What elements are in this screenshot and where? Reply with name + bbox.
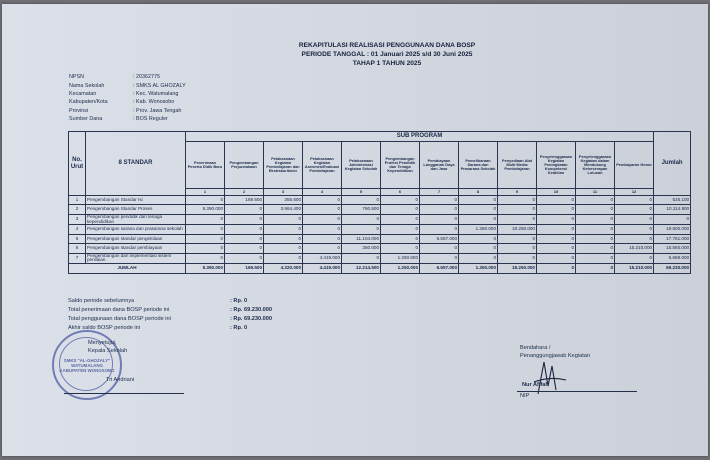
info-value: : Kab. Wonosobo: [133, 99, 175, 106]
cell-value: 0: [381, 244, 420, 253]
cell-value: 0: [264, 234, 303, 243]
column-header: Pengembangan Profesi Pendidik dan Tenaga Kependidikan: [381, 142, 420, 189]
cell-value: 0: [615, 196, 654, 205]
cell-value: 0: [264, 244, 303, 253]
cell-value: 0: [225, 234, 264, 243]
row-number: 4: [69, 225, 86, 234]
info-row: [69, 115, 186, 123]
standard-name: Pengembangan sarana dan prasarana sekolah: [86, 225, 186, 234]
cell-value: 0: [459, 205, 498, 214]
cell-value: 5.390.000: [186, 205, 225, 214]
cell-value: 0: [420, 253, 459, 264]
stamp-text-3: KABUPATEN WONOSOBO: [59, 368, 115, 373]
column-number: 9: [498, 189, 537, 196]
treasurer-name: Nur Afifah: [522, 382, 549, 388]
column-header: Pelaksanaan Kegiatan Asesmen/Evaluasi Pembelajaran: [303, 142, 342, 189]
cell-value: 0: [264, 253, 303, 264]
cell-value: 0: [459, 214, 498, 225]
cell-value: 0: [381, 205, 420, 214]
total-value: 1.250.000: [381, 264, 420, 273]
table-row: [69, 234, 691, 243]
cell-value: 0: [225, 214, 264, 225]
cell-value: 0: [498, 234, 537, 243]
column-number: 3: [264, 189, 303, 196]
info-value: : BOS Reguler: [133, 116, 168, 123]
info-row: [69, 90, 186, 98]
cell-value: 350.000: [342, 244, 381, 253]
cell-value: 11.104.000: [342, 234, 381, 243]
principal-title: Kepala Sekolah: [88, 347, 128, 354]
cell-value: 0: [498, 214, 537, 225]
total-value: 1.350.000: [459, 264, 498, 273]
principal-signature-block: [88, 340, 127, 355]
sub-program-header: SUB PROGRAM: [186, 132, 654, 142]
column-number: 8: [459, 189, 498, 196]
column-number: 4: [303, 189, 342, 196]
cell-value: 0: [576, 214, 615, 225]
standard-name: Pengembangan Standar Isi: [86, 196, 186, 205]
cell-value: 0: [225, 225, 264, 234]
total-label: JUMLAH: [69, 264, 186, 273]
cell-value: 0: [303, 205, 342, 214]
cell-value: 0: [537, 225, 576, 234]
standar-header: 8 STANDAR: [86, 132, 186, 196]
cell-value: 0: [186, 214, 225, 225]
cell-value: 0: [342, 196, 381, 205]
balance-label: Total penggunaan dana BOSP periode ini: [68, 315, 171, 322]
cell-value: 0: [420, 205, 459, 214]
table-row: [69, 214, 691, 225]
balance-value: : Rp. 69.230.000: [230, 315, 272, 322]
row-total: 15.560.000: [654, 244, 691, 253]
cell-value: 0: [303, 225, 342, 234]
column-header: Pelaksanaan Administrasi Kegiatan Sekolah: [342, 142, 381, 189]
column-number: 7: [420, 189, 459, 196]
cell-value: 0: [420, 244, 459, 253]
cell-value: 18.250.000: [498, 225, 537, 234]
cell-value: 0: [342, 214, 381, 225]
report-stage: TAHAP 1 TAHUN 2025: [352, 60, 422, 67]
cell-value: 0: [303, 244, 342, 253]
cell-value: 0: [498, 244, 537, 253]
cell-value: 0: [459, 253, 498, 264]
info-key: Provinsi: [69, 107, 89, 114]
cell-value: 0: [537, 214, 576, 225]
info-key: NPSN: [69, 74, 84, 81]
balance-label: Total penerimaan dana BOSP periode ini: [68, 306, 170, 313]
info-value: : Kec. Watumalang: [133, 90, 179, 97]
total-value: 0: [537, 264, 576, 273]
balance-value: : Rp. 0: [230, 297, 248, 304]
balance-row: [68, 314, 272, 323]
cell-value: 0: [264, 225, 303, 234]
standard-name: Pengembangan standar pembiayaan: [86, 244, 186, 253]
cell-value: 0: [537, 244, 576, 253]
total-value: 6.657.000: [420, 264, 459, 273]
column-number: 2: [225, 189, 264, 196]
row-total: 10.114.900: [654, 205, 691, 214]
cell-value: 0: [381, 225, 420, 234]
column-number: 1: [186, 189, 225, 196]
column-header: Penyediaan Alat Multi Media Pembelajaran: [498, 142, 537, 189]
info-key: Kabupaten/Kota: [69, 99, 108, 106]
recap-table: [68, 131, 691, 274]
total-value: 0: [576, 264, 615, 273]
row-total: 17.761.000: [654, 234, 691, 243]
cell-value: 0: [186, 244, 225, 253]
cell-value: 0: [303, 214, 342, 225]
jumlah-header: Jumlah: [654, 132, 691, 196]
balance-row: [68, 305, 272, 314]
cell-value: 0: [420, 196, 459, 205]
cell-value: 3.964.400: [264, 205, 303, 214]
balance-value: : Rp. 0: [230, 324, 248, 331]
cell-value: 0: [576, 253, 615, 264]
column-header: Penyelenggaraan Kegiatan Peningkatan Kompetensi Keahlian: [537, 142, 576, 189]
cell-value: 0: [576, 205, 615, 214]
cell-value: 0: [576, 196, 615, 205]
balance-label: Saldo periode sebelumnya: [68, 297, 135, 304]
cell-value: 0: [459, 196, 498, 205]
cell-value: 0: [420, 225, 459, 234]
cell-value: 0: [537, 196, 576, 205]
column-number: 6: [381, 189, 420, 196]
cell-value: 0: [381, 234, 420, 243]
cell-value: 0: [537, 234, 576, 243]
stamp-text: SMKS "AL-GHOZALY": [63, 358, 111, 363]
total-value: 4.320.000: [264, 264, 303, 273]
total-value: 5.390.000: [186, 264, 225, 273]
row-number: 3: [69, 214, 86, 225]
row-total: 19.600.000: [654, 225, 691, 234]
cell-value: 0: [615, 225, 654, 234]
info-value: : 20362775: [133, 74, 160, 81]
total-value: 4.419.000: [303, 264, 342, 273]
column-header: Pembiayaan Langganan Daya dan Jasa: [420, 142, 459, 189]
table-row: [69, 205, 691, 214]
no-header: No. Urut: [69, 132, 86, 196]
cell-value: 0: [186, 253, 225, 264]
treasurer-handwritten-signature: [530, 356, 570, 400]
info-row: [69, 107, 186, 115]
report-title: REKAPITULASI REALISASI PENGGUNAAN DANA BOSP: [298, 42, 476, 49]
table-row: [69, 196, 691, 205]
cell-value: 0: [498, 253, 537, 264]
document-page: [2, 4, 708, 456]
table-row: [69, 225, 691, 234]
cell-value: 0: [225, 205, 264, 214]
total-value: 169.500: [225, 264, 264, 273]
cell-value: 355.600: [264, 196, 303, 205]
column-number: 10: [537, 189, 576, 196]
cell-value: 0: [381, 196, 420, 205]
cell-value: 760.500: [342, 205, 381, 214]
cell-value: 0: [498, 205, 537, 214]
column-number: 11: [576, 189, 615, 196]
balance-summary: [68, 296, 272, 332]
row-number: 2: [69, 205, 86, 214]
cell-value: 0: [459, 234, 498, 243]
info-row: [69, 73, 186, 81]
cell-value: 0: [381, 214, 420, 225]
standard-name: Pengembangan pendidik dan tenaga kependidikan: [86, 214, 186, 225]
treasurer-role: Penanggungjawab Kegiatan: [520, 352, 590, 359]
cell-value: 0: [498, 196, 537, 205]
cell-value: 0: [459, 244, 498, 253]
treasurer-signature-line: [517, 391, 637, 392]
column-number: 5: [342, 189, 381, 196]
info-key: Kecamatan: [69, 90, 97, 97]
report-period: PERIODE TANGGAL : 01 Januari 2025 s/d 30 Juni 2025: [301, 51, 473, 58]
table-row: [69, 253, 691, 264]
row-total: 5.669.000: [654, 253, 691, 264]
cell-value: 0: [537, 205, 576, 214]
cell-value: 0: [576, 225, 615, 234]
info-row: [69, 98, 186, 106]
total-value: 12.214.500: [342, 264, 381, 273]
column-header: Pemeliharaan Sarana dan Prasarana Sekolah: [459, 142, 498, 189]
cell-value: 1.350.000: [459, 225, 498, 234]
cell-value: 0: [303, 196, 342, 205]
balance-value: : Rp. 69.230.000: [230, 306, 272, 313]
principal-signature-line: [64, 393, 184, 394]
treasurer-title: Bendahara /: [520, 345, 551, 351]
cell-value: 0: [225, 244, 264, 253]
balance-row: [68, 323, 272, 332]
row-total: 0: [654, 214, 691, 225]
standard-name: Pengembangan Standar Proses: [86, 205, 186, 214]
cell-value: 169.500: [225, 196, 264, 205]
balance-row: [68, 296, 272, 305]
info-value: : Prov. Jawa Tengah: [133, 107, 182, 114]
info-key: Nama Sekolah: [69, 82, 105, 89]
total-value: 15.210.000: [615, 264, 654, 273]
table-row: [69, 244, 691, 253]
row-number: 1: [69, 196, 86, 205]
cell-value: 0: [615, 214, 654, 225]
cell-value: 0: [225, 253, 264, 264]
cell-value: 15.210.000: [615, 244, 654, 253]
cell-value: 0: [576, 244, 615, 253]
standard-name: Pengembangan dan implementasi sistem penilaian: [86, 253, 186, 264]
column-header: Pengembangan Perpustakaan: [225, 142, 264, 189]
cell-value: 1.250.000: [381, 253, 420, 264]
column-header: Pelaksanaan Kegiatan Pembelajaran dan Ekstrakurikuler: [264, 142, 303, 189]
info-value: : SMKS AL GHOZALY: [133, 82, 186, 89]
total-row: [69, 264, 691, 273]
approval-label: Menyetujui,: [88, 340, 117, 346]
stamp-text-2: WATUMALANG: [71, 363, 103, 368]
principal-name: Tri Andriani: [106, 377, 135, 383]
row-number: 7: [69, 253, 86, 264]
cell-value: 0: [342, 253, 381, 264]
cell-value: 0: [420, 214, 459, 225]
cell-value: 0: [186, 196, 225, 205]
column-header: Penyelenggaraan Kegiatan dalam Mendukung Keterserapan Lulusan: [576, 142, 615, 189]
standard-name: Pengembangan standar pengelolaan: [86, 234, 186, 243]
info-row: [69, 81, 186, 89]
row-number: 5: [69, 234, 86, 243]
row-number: 6: [69, 244, 86, 253]
column-number: 12: [615, 189, 654, 196]
cell-value: 4.419.000: [303, 253, 342, 264]
cell-value: 0: [576, 234, 615, 243]
cell-value: 0: [264, 214, 303, 225]
cell-value: 0: [303, 234, 342, 243]
cell-value: 0: [615, 234, 654, 243]
row-total: 525.100: [654, 196, 691, 205]
cell-value: 6.657.000: [420, 234, 459, 243]
cell-value: 0: [615, 253, 654, 264]
cell-value: 0: [186, 234, 225, 243]
grand-total: 69.230.000: [654, 264, 691, 273]
cell-value: 0: [537, 253, 576, 264]
cell-value: 0: [615, 205, 654, 214]
cell-value: 0: [186, 225, 225, 234]
cell-value: 0: [342, 225, 381, 234]
total-value: 18.250.000: [498, 264, 537, 273]
column-header: Pembayaran Honor: [615, 142, 654, 189]
column-header: Penerimaan Peserta Didik Baru: [186, 142, 225, 189]
treasurer-nip: NIP: [520, 393, 530, 399]
info-key: Sumber Dana: [69, 116, 103, 123]
balance-label: Akhir saldo BOSP periode ini: [68, 324, 141, 331]
school-info: [69, 73, 186, 123]
